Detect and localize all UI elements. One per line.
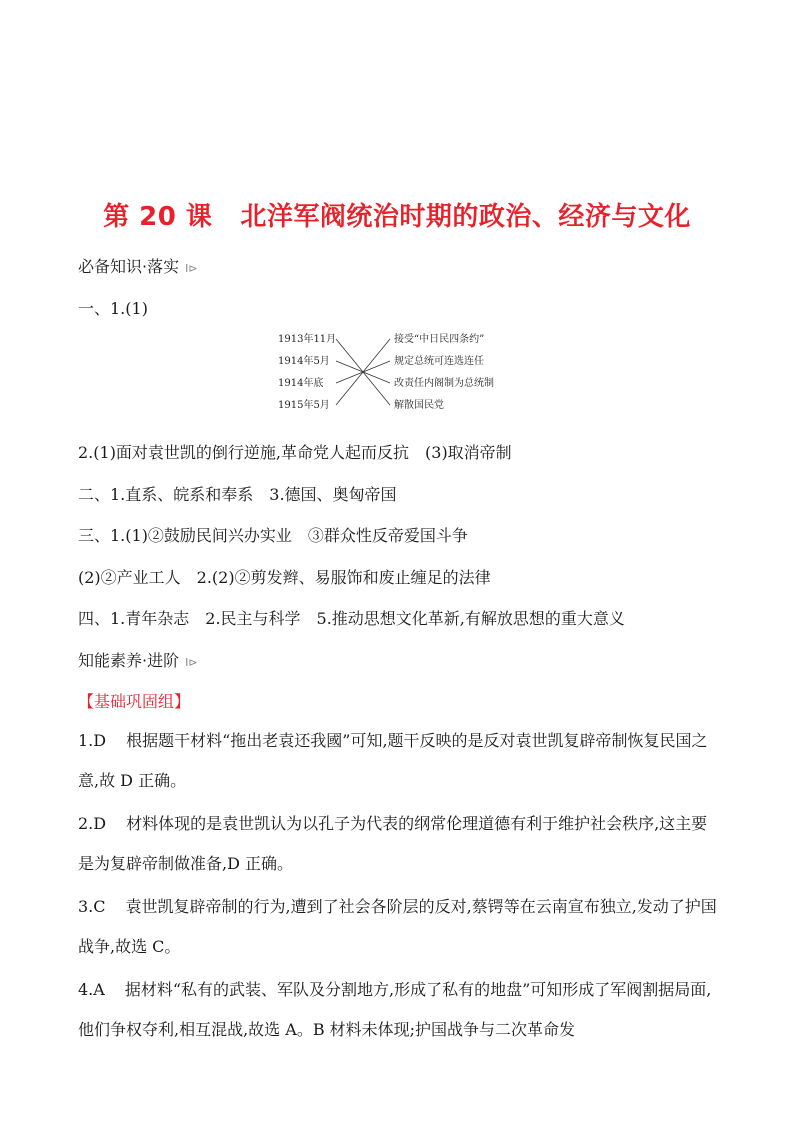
page-title: [0, 196, 794, 233]
answer-item: [78, 887, 723, 967]
diagram-date-label: 1915年5月: [278, 400, 330, 411]
diagram-event-label: 接受“中日民四条约”: [394, 334, 485, 345]
answer-item: [78, 970, 723, 1050]
section-marker-icon: I⊳: [185, 262, 198, 275]
answer-item: [78, 721, 723, 801]
answer-line-4: (2)②产业工人 2.(2)②剪发辫、易服饰和废止缠足的法律: [78, 568, 491, 587]
diagram-event-label: 改责任内阁制为总统制: [394, 378, 494, 389]
section-heading-knowledge: [78, 254, 198, 277]
section-label: 必备知识·落实: [78, 257, 180, 276]
answer-number: 3.C: [78, 897, 106, 916]
answer-line-1: 2.(1)面对袁世凯的倒行逆施,革命党人起而反抗 (3)取消帝制: [78, 443, 512, 462]
answer-number: 4.A: [78, 980, 105, 999]
section-label: 知能素养·进阶: [78, 651, 180, 670]
answer-item: [78, 804, 723, 884]
answer-text: 袁世凯复辟帝制的行为,遭到了社会各阶层的反对,蔡锷等在云南宣布独立,发动了护国战争,故选 C。: [78, 897, 717, 956]
answer-number: 1.D: [78, 731, 107, 750]
answer-line-2: 二、1.直系、皖系和奉系 3.德国、奥匈帝国: [78, 485, 397, 504]
answer-text: 据材料“私有的武装、军队及分割地方,形成了私有的地盘”可知形成了军阀割据局面,他们争权夺利,相互混战,故选 A。B 材料未体现;护国战争与二次革命发: [78, 980, 712, 1039]
answer-line-5: 四、1.青年杂志 2.民主与科学 5.推动思想文化革新,有解放思想的重大意义: [78, 609, 625, 628]
matching-diagram: [270, 328, 530, 420]
diagram-event-label: 规定总统可连选连任: [394, 356, 484, 367]
group-heading: 【基础巩固组】: [78, 692, 191, 711]
answer-text: 根据题干材料“拖出老袁还我國”可知,题干反映的是反对袁世凯复辟帝制恢复民国之意,故 D 正确。: [78, 731, 708, 790]
diagram-date-label: 1913年11月: [278, 334, 337, 345]
diagram-date-label: 1914年5月: [278, 356, 330, 367]
lesson-number: 第 20 课: [103, 202, 213, 232]
answer-line-3: 三、1.(1)②鼓励民间兴办实业 ③群众性反帝爱国斗争: [78, 526, 468, 545]
answer-number: 2.D: [78, 814, 107, 833]
diagram-date-label: 1914年底: [278, 378, 324, 389]
section-marker-icon: I⊳: [185, 656, 198, 669]
part1-label: 一、1.(1): [78, 299, 148, 318]
section-heading-competence: [78, 648, 198, 671]
lesson-topic: 北洋军阀统治时期的政治、经济与文化: [240, 202, 691, 232]
answer-text: 材料体现的是袁世凯认为以孔子为代表的纲常伦理道德有利于维护社会秩序,这主要是为复辟帝制做准备,D 正确。: [78, 814, 708, 873]
diagram-event-label: 解散国民党: [394, 400, 444, 411]
